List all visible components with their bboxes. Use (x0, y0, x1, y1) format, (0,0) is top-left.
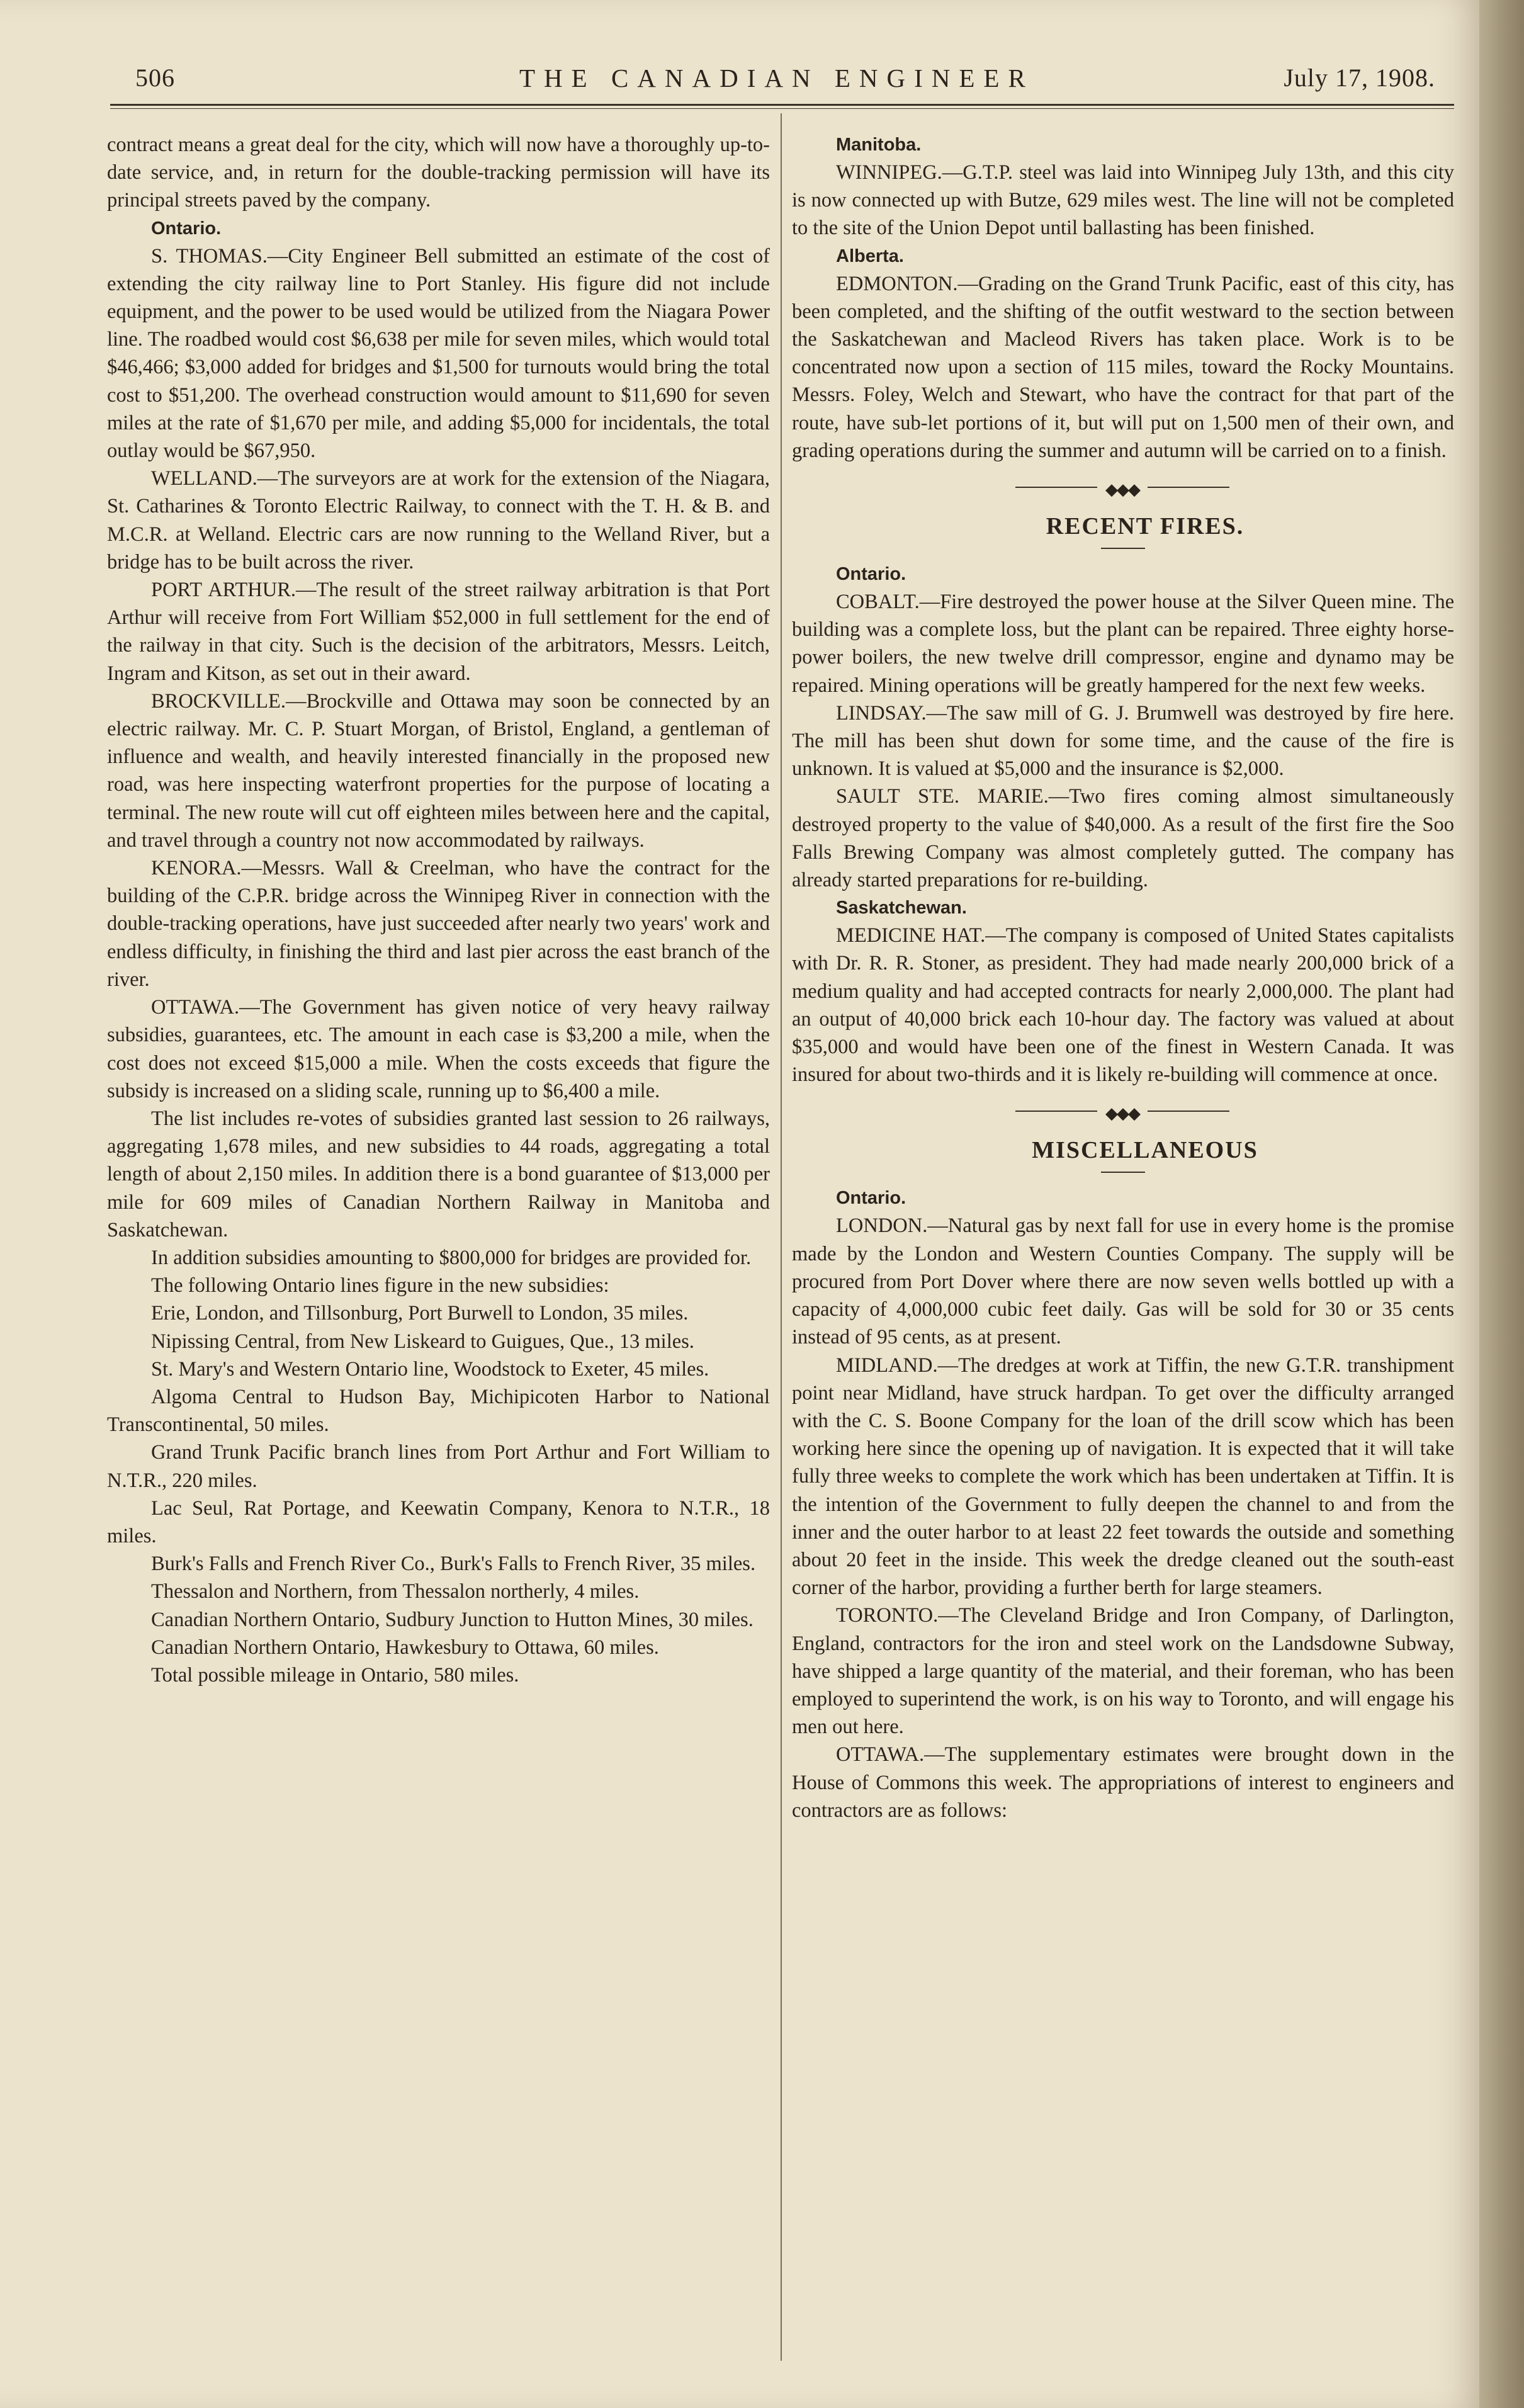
subsidy-list-item: Algoma Central to Hudson Bay, Michipicoten Harbor to National Transcontinental, 50 miles. (107, 1385, 770, 1437)
ornament-diamonds: ◆◆◆ (1105, 1104, 1139, 1123)
section-title-miscellaneous: MISCELLANEOUS (1032, 1137, 1258, 1164)
ornament-line-left (1015, 487, 1097, 488)
province-heading: Manitoba. (836, 135, 922, 155)
issue-date: July 17, 1908. (1284, 64, 1435, 92)
province-heading: Saskatchewan. (836, 898, 967, 919)
article-paragraph: WELLAND.—The surveyors are at work for the extension of the Niagara, St. Catharines & Toronto Electric Railway, to connect with the T. H. & B. and M.C.R. at Welland. Electric cars are now running to the Welland River, but a bridge has to be built across the river. (107, 467, 770, 574)
article-paragraph: MIDLAND.—The dredges at work at Tiffin, the new G.T.R. transhipment point near Midland, have struck hardpan. To get over the difficulty arranged with the C. S. Boone Company for the loan of the drill scow which has been working here since the opening up of navigation. It is expected that it will take fully three weeks to complete the work which has been undertaken at Tiffin. It is the intention of the Government to fully deepen the channel to and from the inner and the outer harbor to at least 22 feet towards the outside and something about 20 feet in the inside. This week the dredge cleaned out the south-east corner of the harbor, providing a further berth for large steamers. (792, 1354, 1454, 1600)
header-rule (110, 104, 1454, 106)
article-paragraph: KENORA.—Messrs. Wall & Creelman, who have the contract for the building of the C.P.R. bridge across the Winnipeg River in connection with the double-tracking operations, have just succeeded after nearly two years' work and endless difficulty, in finishing the third and last pier across the east branch of the river. (107, 857, 770, 991)
subsidy-total: Total possible mileage in Ontario, 580 miles. (151, 1663, 519, 1687)
title-underline (1101, 548, 1145, 549)
ornament-line-right (1148, 487, 1229, 488)
article-paragraph: COBALT.—Fire destroyed the power house at the Silver Queen mine. The building was a complete loss, but the plant can be repaired. Three eighty horse-power boilers, the new twelve drill compressor, engine and dynamo may be repaired. Mining operations will be greatly hampered for the next few weeks. (792, 591, 1454, 697)
province-heading: Ontario. (836, 1188, 906, 1209)
subsidy-list-item: Burk's Falls and French River Co., Burk's Falls to French River, 35 miles. (151, 1552, 756, 1576)
title-underline (1101, 1172, 1145, 1173)
article-paragraph: The following Ontario lines figure in the new subsidies: (151, 1274, 609, 1297)
header-rule-thin (110, 108, 1454, 109)
article-paragraph: LONDON.—Natural gas by next fall for use in every home is the promise made by the London and Western Counties Company. The supply will be procured from Port Dover where there are now seven wells bottled up with a capacity of 4,000,000 cubic feet daily. Gas will be sold for 30 or 35 cents instead of 95 cents, as at present. (792, 1214, 1454, 1349)
province-heading: Ontario. (836, 564, 906, 585)
article-paragraph: S. THOMAS.—City Engineer Bell submitted an estimate of the cost of extending the city railway line to Port Stanley. His figure did not include equipment, and the power to be used would be utilized from the Niagara Power line. The roadbed would cost $6,638 per mile for seven miles, which would total $46,466; $3,000 added for bridges and $1,500 for turnouts would bring the total cost to $51,200. The overhead construction would amount to $11,690 for seven miles at the rate of $1,670 per mile, and adding $5,000 for incidentals, the total outlay would be $67,950. (107, 244, 770, 463)
right-column (792, 131, 1454, 1824)
article-paragraph: In addition subsidies amounting to $800,000 for bridges are provided for. (151, 1246, 752, 1269)
section-title-recent-fires: RECENT FIRES. (1046, 513, 1245, 540)
subsidy-list-item: Thessalon and Northern, from Thessalon northerly, 4 miles. (151, 1580, 640, 1603)
province-heading: Alberta. (836, 246, 904, 266)
subsidy-list-item: Grand Trunk Pacific branch lines from Port Arthur and Fort William to N.T.R., 220 miles. (107, 1441, 770, 1492)
section-ornament (792, 465, 1454, 509)
article-paragraph: PORT ARTHUR.—The result of the street railway arbitration is that Port Arthur will receive from Fort William $52,000 in full settlement for the end of the railway in that city. Such is the decision of the arbitrators, Messrs. Leitch, Ingram and Kitson, as set out in their award. (107, 579, 770, 685)
article-paragraph: TORONTO.—The Cleveland Bridge and Iron Company, of Darlington, England, contractors for the iron and steel work on the Landsdowne Subway, have shipped a large quantity of the material, and their foreman, who has been employed to superintend the work, is on his way to Toronto, and will engage his men out here. (792, 1604, 1454, 1739)
article-paragraph: MEDICINE HAT.—The company is composed of United States capitalists with Dr. R. R. Stoner, as president. They had made nearly 200,000 brick of a medium quality and had accepted contracts for nearly 2,000,000. The plant had an output of 40,000 brick each 10-hour day. The factory was valued at about $35,000 and would have been one of the finest in Western Canada. It was insured for about two-thirds and it is likely re-building will commence at once. (792, 924, 1454, 1087)
ornament-line-left (1015, 1111, 1097, 1112)
subsidy-list-item: Lac Seul, Rat Portage, and Keewatin Company, Kenora to N.T.R., 18 miles. (107, 1496, 770, 1547)
article-paragraph: SAULT STE. MARIE.—Two fires coming almost simultaneously destroyed property to the value of $40,000. As a result of the first fire the Soo Falls Brewing Company was almost completely gutted. The company has already started preparations for re-building. (792, 785, 1454, 892)
article-paragraph: LINDSAY.—The saw mill of G. J. Brumwell was destroyed by fire here. The mill has been shut down for some time, and the cause of the fire is unknown. It is valued at $5,000 and the insurance is $2,000. (792, 701, 1454, 781)
journal-title: THE CANADIAN ENGINEER (519, 64, 1034, 93)
subsidy-list-item: Canadian Northern Ontario, Sudbury Junction to Hutton Mines, 30 miles. (151, 1608, 754, 1631)
article-paragraph: OTTAWA.—The Government has given notice of very heavy railway subsidies, guarantees, etc. The amount in each case is $3,200 a mile, when the cost does not exceed $15,000 a mile. When the costs exceeds that figure the subsidy is increased on a sliding scale, running up to $6,400 a mile. (107, 996, 770, 1102)
section-ornament (792, 1088, 1454, 1133)
article-paragraph: OTTAWA.—The supplementary estimates were brought down in the House of Commons this week. The appropriations of interest to engineers and contractors are as follows: (792, 1743, 1454, 1822)
subsidy-list-item: Canadian Northern Ontario, Hawkesbury to Ottawa, 60 miles. (151, 1636, 659, 1659)
subsidy-list-item: St. Mary's and Western Ontario line, Woodstock to Exeter, 45 miles. (151, 1357, 709, 1381)
article-paragraph: The list includes re-votes of subsidies granted last session to 26 railways, aggregating 1,678 miles, and new subsidies to 44 roads, aggregating a total length of about 2,150 miles. In addition there is a bond guarantee of $13,000 per mile for 609 miles of Canadian Northern Railway in Manitoba and Saskatchewan. (107, 1107, 770, 1241)
subsidy-list-item: Erie, London, and Tillsonburg, Port Burwell to London, 35 miles. (151, 1302, 689, 1325)
subsidy-list-item: Nipissing Central, from New Liskeard to Guigues, Que., 13 miles. (151, 1330, 694, 1353)
article-paragraph: WINNIPEG.—G.T.P. steel was laid into Winnipeg July 13th, and this city is now connected up with Butze, 629 miles west. The line will not be completed to the site of the Union Depot until ballasting has been finished. (792, 161, 1454, 240)
page-binding-edge (1479, 0, 1524, 2408)
column-divider (781, 113, 782, 2361)
ornament-diamonds: ◆◆◆ (1105, 480, 1139, 499)
article-paragraph: BROCKVILLE.—Brockville and Ottawa may soon be connected by an electric railway. Mr. C. P. Stuart Morgan, of Bristol, England, a gentleman of influence and wealth, and heavily interested financially in the proposed new road, was here inspecting waterfront properties for the purpose of locating a terminal. The new route will cut off eighteen miles between here and the capital, and travel through a country not now accommodated by railways. (107, 689, 770, 852)
province-heading: Ontario. (151, 218, 222, 239)
ornament-line-right (1148, 1111, 1229, 1112)
left-column (107, 131, 770, 1689)
article-paragraph: EDMONTON.—Grading on the Grand Trunk Pacific, east of this city, has been completed, and the shifting of the outfit westward to the section between the Saskatchewan and Macleod Rivers has taken place. Work is to be concentrated now upon a section of 115 miles, toward the Rocky Mountains. Messrs. Foley, Welch and Stewart, who have the contract for that part of the route, have sub-let portions of it, but will put on 1,500 men of their own, and grading operations during the summer and autumn will be carried on to a finish. (792, 272, 1454, 462)
article-paragraph: contract means a great deal for the city, which will now have a thoroughly up-to-date service, and, in return for the double-tracking permission will have its principal streets paved by the company. (107, 133, 770, 212)
running-header (135, 63, 1435, 103)
page-number: 506 (135, 64, 175, 92)
